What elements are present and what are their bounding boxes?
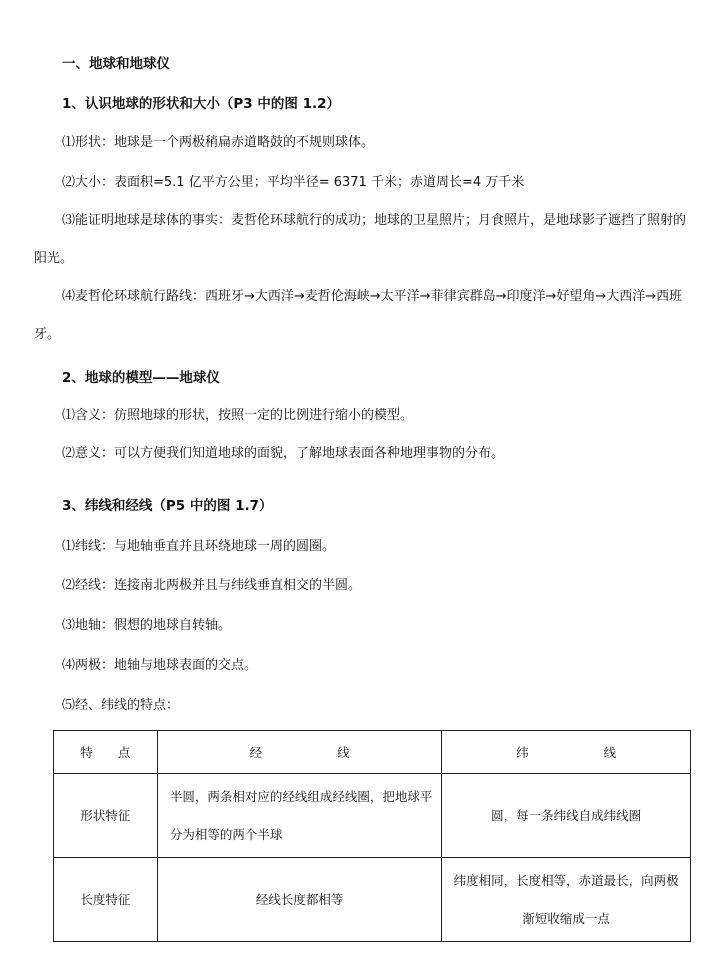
table-cell: 纬度相同，长度相等，赤道最长，向两极渐短收缩成一点 — [442, 858, 691, 942]
table-row — [54, 774, 691, 858]
table-cell: 半圆，两条相对应的经线组成经线圈，把地球平分为相等的两个半球 — [157, 774, 442, 858]
table-cell: 长度特征 — [54, 858, 158, 942]
chapter-heading: 一、地球和地球仪 — [62, 56, 170, 72]
table-header-cell: 经 线 — [157, 731, 442, 774]
table-row — [54, 858, 691, 942]
table-header-cell: 特 点 — [54, 731, 158, 774]
s2-item-significance: ⑵意义：可以方便我们知道地球的面貌，了解地球表面各种地理事物的分布。 — [62, 446, 505, 461]
s1-item-shape: ⑴形状：地球是一个两极稍扁赤道略鼓的不规则球体。 — [62, 135, 375, 150]
s3-item-poles: ⑷两极：地轴与地球表面的交点。 — [62, 658, 258, 673]
s2-item-meaning: ⑴含义：仿照地球的形状，按照一定的比例进行缩小的模型。 — [62, 408, 414, 423]
features-table — [53, 730, 691, 942]
table-cell: 圆，每一条纬线自成纬线圈 — [442, 774, 691, 858]
section-3-title: 3、纬线和经线（P5 中的图 1.7） — [62, 498, 273, 514]
table-header-row — [54, 731, 691, 774]
s1-item-evidence: ⑶能证明地球是球体的事实：麦哲伦环球航行的成功；地球的卫星照片；月食照片，是地球影子遮挡了照射的阳光。 — [34, 213, 687, 266]
s3-item-axis: ⑶地轴：假想的地球自转轴。 — [62, 618, 232, 633]
section-1-title: 1、认识地球的形状和大小（P3 中的图 1.2） — [62, 96, 340, 112]
table-cell: 形状特征 — [54, 774, 158, 858]
s1-item-size: ⑵大小：表面积=5.1 亿平方公里；平均半径= 6371 千米；赤道周长=4 万千米 — [62, 175, 525, 190]
section-2-title: 2、地球的模型——地球仪 — [62, 370, 220, 386]
s3-item-longitude: ⑵经线：连接南北两极并且与纬线垂直相交的半圆。 — [62, 578, 362, 593]
s1-item-magellan-route: ⑷麦哲伦环球航行路线：西班牙→大西洋→麦哲伦海峡→太平洋→菲律宾群岛→印度洋→好望角→大西洋→西班牙。 — [34, 289, 683, 342]
table-header-cell: 纬 线 — [442, 731, 691, 774]
s3-item-features: ⑸经、纬线的特点： — [62, 698, 180, 713]
s3-item-latitude: ⑴纬线：与地轴垂直并且环绕地球一周的圆圈。 — [62, 539, 336, 554]
table-cell: 经线长度都相等 — [157, 858, 442, 942]
